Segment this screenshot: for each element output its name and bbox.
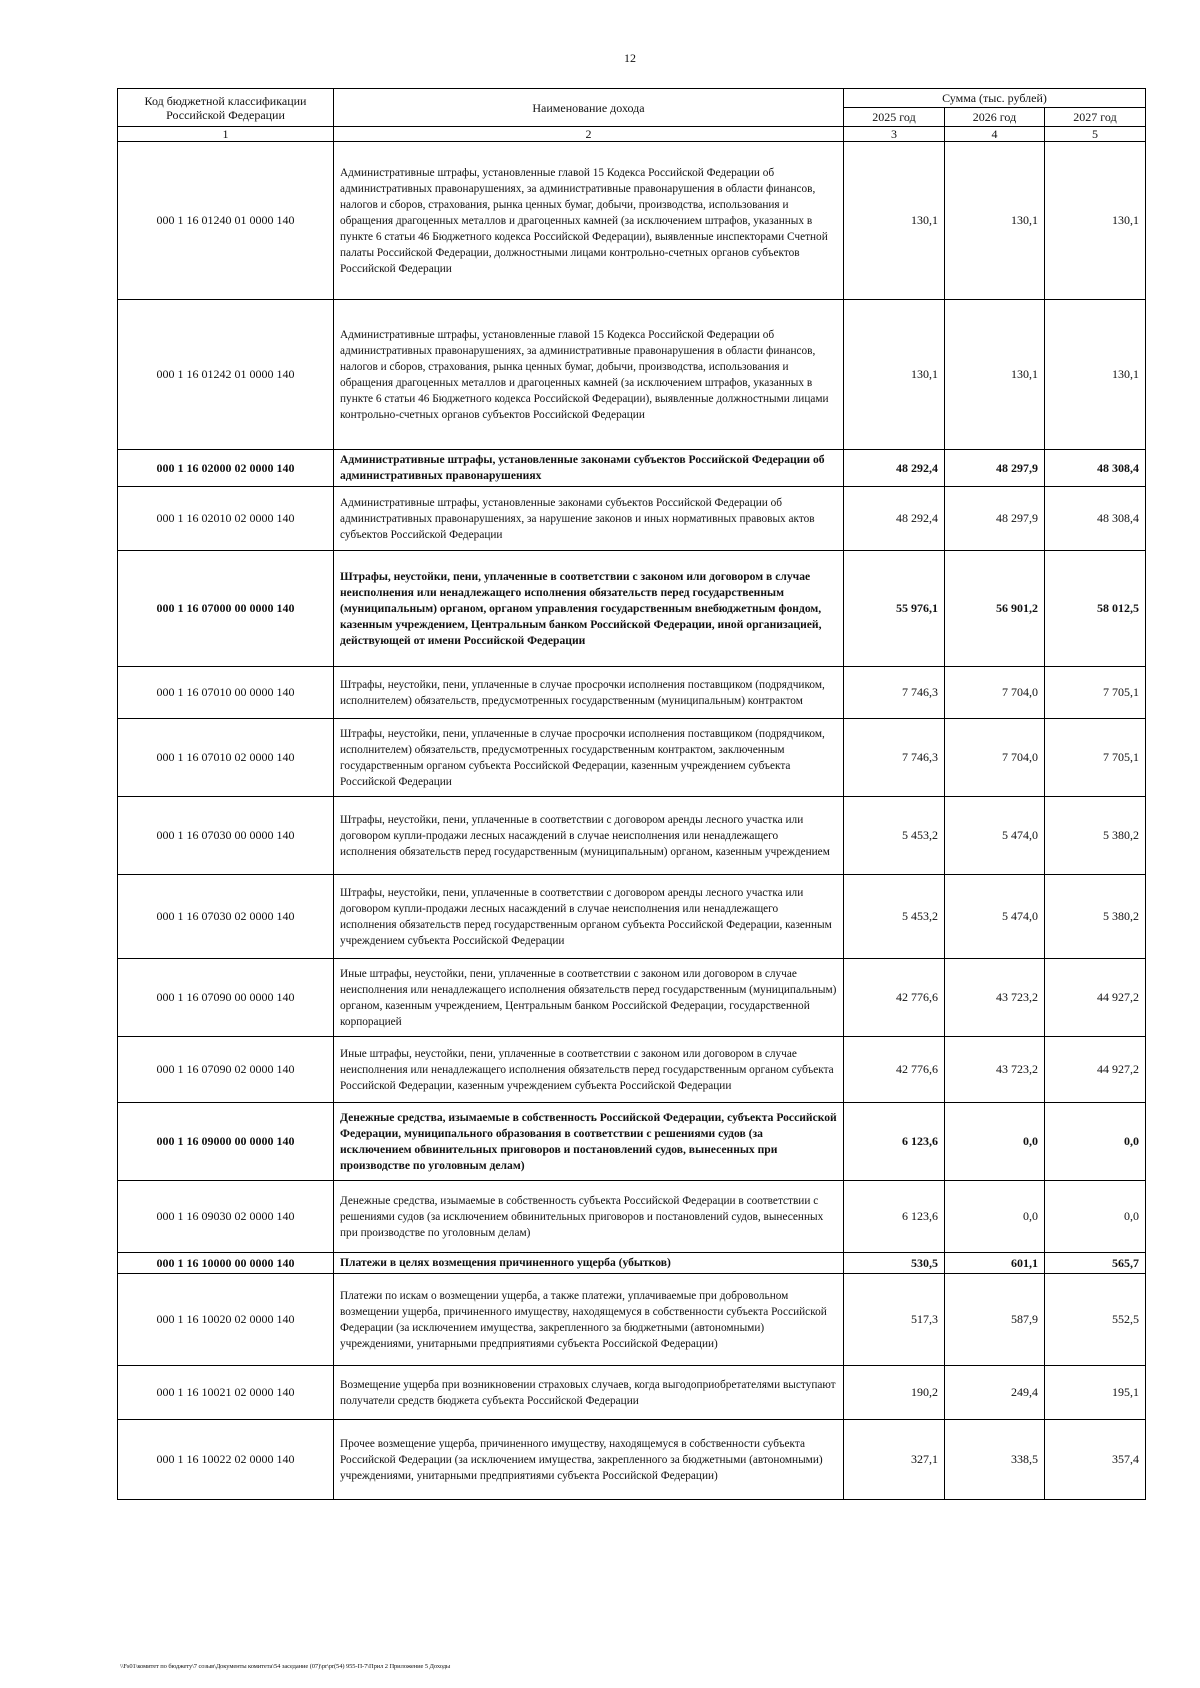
row-code: 000 1 16 01242 01 0000 140 [118,300,334,450]
row-code: 000 1 16 10020 02 0000 140 [118,1274,334,1366]
row-value-2027: 565,7 [1045,1253,1146,1274]
row-value-2027: 0,0 [1045,1103,1146,1181]
table-row [118,142,1146,300]
row-value-2025: 5 453,2 [844,875,945,959]
row-code: 000 1 16 10022 02 0000 140 [118,1420,334,1500]
table-row [118,1366,1146,1420]
row-value-2025: 42 776,6 [844,1037,945,1103]
header-year-2027: 2027 год [1045,108,1146,127]
row-code: 000 1 16 09000 00 0000 140 [118,1103,334,1181]
row-value-2025: 48 292,4 [844,450,945,487]
footer-file-path: \\Fs01\комитет по бюджету\7 созыв\Документы комитета\54 заседание (07)\pr\pr(54) 955-П-7\Прил 2 Приложение 5 Доходы [120,1663,451,1670]
row-name: Иные штрафы, неустойки, пени, уплаченные в соответствии с законом или договором в случае неисполнения или ненадлежащего исполнения обязательств перед государственным (муниципальным) органом, казенным учреждением, Центральным банком Российской Федерации, государственной корпорацией [334,959,844,1037]
table-row [118,487,1146,551]
table-row [118,959,1146,1037]
table-row [118,300,1146,450]
row-name: Административные штрафы, установленные главой 15 Кодекса Российской Федерации об административных правонарушениях, за административные правонарушения в области финансов, налогов и сборов, страхования, рынка ценных бумаг, добычи, производства, использования и обращения драгоценных металлов и драгоценных камней (за исключением штрафов, указанных в пункте 6 статьи 46 Бюджетного кодекса Российской Федерации), выявленные должностными лицами контрольно-счетных органов субъектов Российской Федерации [334,300,844,450]
revenue-table [117,88,1146,1500]
row-name: Иные штрафы, неустойки, пени, уплаченные в соответствии с законом или договором в случае неисполнения или ненадлежащего исполнения обязательств перед государственным органом субъекта Российской Федерации, казенным учреждением субъекта Российской Федерации [334,1037,844,1103]
row-value-2027: 44 927,2 [1045,1037,1146,1103]
row-value-2025: 517,3 [844,1274,945,1366]
row-value-2025: 530,5 [844,1253,945,1274]
col-number-3: 3 [844,127,945,142]
row-value-2025: 130,1 [844,142,945,300]
row-value-2027: 195,1 [1045,1366,1146,1420]
row-value-2026: 338,5 [945,1420,1045,1500]
row-value-2027: 0,0 [1045,1181,1146,1253]
row-value-2027: 5 380,2 [1045,797,1146,875]
row-name: Платежи по искам о возмещении ущерба, а также платежи, уплачиваемые при добровольном возмещении ущерба, причиненного имуществу, находящемуся в собственности субъекта Российской Федерации (за исключением имущества, закрепленного за бюджетными (автономными) учреждениями, унитарными предприятиями субъекта Российской Федерации) [334,1274,844,1366]
row-code: 000 1 16 07030 02 0000 140 [118,875,334,959]
row-value-2027: 552,5 [1045,1274,1146,1366]
row-code: 000 1 16 02010 02 0000 140 [118,487,334,551]
row-value-2026: 43 723,2 [945,1037,1045,1103]
row-value-2026: 56 901,2 [945,551,1045,667]
row-value-2027: 357,4 [1045,1420,1146,1500]
row-value-2026: 601,1 [945,1253,1045,1274]
row-value-2027: 58 012,5 [1045,551,1146,667]
col-number-1: 1 [118,127,334,142]
row-name: Штрафы, неустойки, пени, уплаченные в случае просрочки исполнения поставщиком (подрядчиком, исполнителем) обязательств, предусмотренных государственным контрактом, заключенным государственным органом субъекта Российской Федерации, казенным учреждением субъекта Российской Федерации [334,719,844,797]
row-value-2026: 43 723,2 [945,959,1045,1037]
row-name: Прочее возмещение ущерба, причиненного имуществу, находящемуся в собственности субъекта Российской Федерации (за исключением имущества, закрепленного за бюджетными (автономными) учреждениями, унитарными предприятиями субъекта Российской Федерации) [334,1420,844,1500]
row-value-2026: 48 297,9 [945,450,1045,487]
row-name: Штрафы, неустойки, пени, уплаченные в соответствии с договором аренды лесного участка или договором купли-продажи лесных насаждений в случае неисполнения или ненадлежащего исполнения обязательств перед государственным органом субъекта Российской Федерации, казенным учреждением субъекта Российской Федерации [334,875,844,959]
row-value-2025: 6 123,6 [844,1181,945,1253]
table-row [118,797,1146,875]
row-name: Штрафы, неустойки, пени, уплаченные в случае просрочки исполнения поставщиком (подрядчиком, исполнителем) обязательств, предусмотренных государственным (муниципальным) контрактом [334,667,844,719]
header-sum: Сумма (тыс. рублей) [844,89,1146,108]
row-code: 000 1 16 07000 00 0000 140 [118,551,334,667]
table-row [118,1181,1146,1253]
table-body [118,142,1146,1500]
table-row [118,667,1146,719]
row-name: Штрафы, неустойки, пени, уплаченные в соответствии с договором аренды лесного участка или договором купли-продажи лесных насаждений в случае неисполнения или ненадлежащего исполнения обязательств перед государственным (муниципальным) органом, казенным учреждением [334,797,844,875]
row-value-2027: 48 308,4 [1045,487,1146,551]
table-row [118,1253,1146,1274]
row-code: 000 1 16 07090 00 0000 140 [118,959,334,1037]
header-year-2026: 2026 год [945,108,1045,127]
row-code: 000 1 16 07090 02 0000 140 [118,1037,334,1103]
col-number-2: 2 [334,127,844,142]
header-name: Наименование дохода [334,89,844,127]
table-row [118,1103,1146,1181]
row-value-2025: 55 976,1 [844,551,945,667]
page-number: 12 [624,51,636,65]
row-value-2026: 48 297,9 [945,487,1045,551]
table-row [118,719,1146,797]
row-value-2025: 48 292,4 [844,487,945,551]
table-row [118,1420,1146,1500]
row-name: Платежи в целях возмещения причиненного ущерба (убытков) [334,1253,844,1274]
row-code: 000 1 16 07010 00 0000 140 [118,667,334,719]
row-value-2027: 48 308,4 [1045,450,1146,487]
row-value-2027: 44 927,2 [1045,959,1146,1037]
row-value-2027: 7 705,1 [1045,719,1146,797]
col-number-4: 4 [945,127,1045,142]
row-value-2025: 42 776,6 [844,959,945,1037]
row-code: 000 1 16 01240 01 0000 140 [118,142,334,300]
row-code: 000 1 16 09030 02 0000 140 [118,1181,334,1253]
row-value-2026: 5 474,0 [945,797,1045,875]
table-row [118,875,1146,959]
row-value-2026: 130,1 [945,300,1045,450]
row-value-2027: 5 380,2 [1045,875,1146,959]
row-value-2025: 7 746,3 [844,719,945,797]
table-row [118,551,1146,667]
row-value-2027: 7 705,1 [1045,667,1146,719]
row-value-2026: 5 474,0 [945,875,1045,959]
row-value-2025: 190,2 [844,1366,945,1420]
row-name: Возмещение ущерба при возникновении страховых случаев, когда выгодоприобретателями выступают получатели средств бюджета субъекта Российской Федерации [334,1366,844,1420]
table-row [118,1274,1146,1366]
row-value-2026: 0,0 [945,1181,1045,1253]
row-value-2025: 130,1 [844,300,945,450]
row-code: 000 1 16 07010 02 0000 140 [118,719,334,797]
row-code: 000 1 16 02000 02 0000 140 [118,450,334,487]
row-name: Административные штрафы, установленные главой 15 Кодекса Российской Федерации об административных правонарушениях, за административные правонарушения в области финансов, налогов и сборов, страхования, рынка ценных бумаг, добычи, производства, использования и обращения драгоценных металлов и драгоценных камней (за исключением штрафов, указанных в пункте 6 статьи 46 Бюджетного кодекса Российской Федерации), выявленные инспекторами Счетной палаты Российской Федерации, должностными лицами контрольно-счетных органов субъектов Российской Федерации [334,142,844,300]
row-code: 000 1 16 10000 00 0000 140 [118,1253,334,1274]
row-value-2026: 130,1 [945,142,1045,300]
col-number-5: 5 [1045,127,1146,142]
row-value-2027: 130,1 [1045,300,1146,450]
header-code: Код бюджетной классификации Российской Федерации [118,89,334,127]
row-code: 000 1 16 10021 02 0000 140 [118,1366,334,1420]
row-value-2026: 7 704,0 [945,719,1045,797]
table-row [118,450,1146,487]
row-value-2025: 7 746,3 [844,667,945,719]
header-year-2025: 2025 год [844,108,945,127]
table-row [118,1037,1146,1103]
row-value-2026: 587,9 [945,1274,1045,1366]
row-name: Штрафы, неустойки, пени, уплаченные в соответствии с законом или договором в случае неисполнения или ненадлежащего исполнения обязательств перед государственным (муниципальным) органом, органом управления государственным внебюджетным фондом, казенным учреждением, Центральным банком Российской Федерации, иной организацией, действующей от имени Российской Федерации [334,551,844,667]
row-name: Денежные средства, изымаемые в собственность Российской Федерации, субъекта Российской Федерации, муниципального образования в соответствии с решениями судов (за исключением обвинительных приговоров и постановлений судов, вынесенных при производстве по уголовным делам) [334,1103,844,1181]
row-code: 000 1 16 07030 00 0000 140 [118,797,334,875]
row-value-2027: 130,1 [1045,142,1146,300]
row-name: Административные штрафы, установленные законами субъектов Российской Федерации об административных правонарушениях [334,450,844,487]
row-value-2026: 249,4 [945,1366,1045,1420]
row-value-2026: 7 704,0 [945,667,1045,719]
row-name: Административные штрафы, установленные законами субъектов Российской Федерации об административных правонарушениях, за нарушение законов и иных нормативных правовых актов субъектов Российской Федерации [334,487,844,551]
row-name: Денежные средства, изымаемые в собственность субъекта Российской Федерации в соответствии с решениями судов (за исключением обвинительных приговоров и постановлений судов, вынесенных при производстве по уголовным делам) [334,1181,844,1253]
row-value-2025: 6 123,6 [844,1103,945,1181]
row-value-2025: 5 453,2 [844,797,945,875]
row-value-2025: 327,1 [844,1420,945,1500]
row-value-2026: 0,0 [945,1103,1045,1181]
